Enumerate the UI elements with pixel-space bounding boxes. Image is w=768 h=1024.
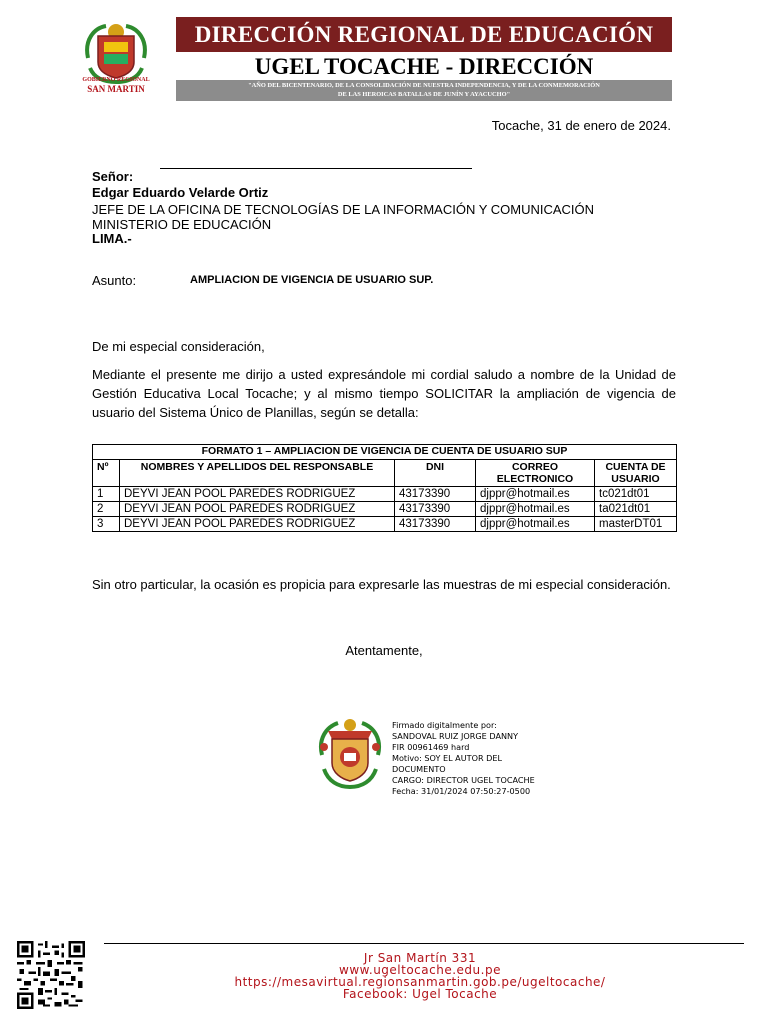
subject-label: Asunto: <box>92 273 137 288</box>
row-dni: 43173390 <box>395 487 476 502</box>
footer-facebook: Facebook: Ugel Tocache <box>342 987 498 1001</box>
row-number: 3 <box>93 517 120 532</box>
divider-line <box>160 168 472 169</box>
recipient-institution: MINISTERIO DE EDUCACIÓN <box>92 217 272 232</box>
greeting: De mi especial consideración, <box>92 339 265 354</box>
row-number: 1 <box>93 487 120 502</box>
row-account: masterDT01 <box>595 517 677 532</box>
motto-line1: "AÑO DEL BICENTENARIO, DE LA CONSOLIDACIÓN DE NUESTRA INDEPENDENCIA, Y DE LA CONMEMORACIÓN <box>248 82 600 89</box>
recipient-city: LIMA.- <box>92 231 132 246</box>
footer-portal: https://mesavirtual.regionsanmartin.gob.pe/ugeltocache/ <box>234 975 606 989</box>
signature-line: Firmado digitalmente por: <box>392 720 497 730</box>
column-header-dni: DNI <box>395 460 476 487</box>
signature-line: CARGO: DIRECTOR UGEL TOCACHE <box>392 775 535 785</box>
user-validity-table <box>92 444 677 532</box>
row-name: DEYVI JEAN POOL PAREDES RODRIGUEZ <box>120 517 395 532</box>
signature-line: FIR 00961469 hard <box>392 742 470 752</box>
signature-line: SANDOVAL RUIZ JORGE DANNY <box>392 731 519 741</box>
gov-label-line1: GOBIERNO REGIONAL <box>82 77 150 83</box>
header-motto <box>176 80 672 101</box>
gov-label-line2: SAN MARTIN <box>87 84 145 94</box>
recipient-position: JEFE DE LA OFICINA DE TECNOLOGÍAS DE LA INFORMACIÓN Y COMUNICACIÓN <box>92 202 595 217</box>
footer-contact <box>150 952 690 1000</box>
table-row <box>93 517 677 532</box>
table-row <box>93 502 677 517</box>
row-dni: 43173390 <box>395 502 476 517</box>
qr-code-icon <box>17 941 85 1009</box>
column-header-number: Nº <box>93 460 120 487</box>
recipient-salutation: Señor: <box>92 169 134 184</box>
motto-line2: DE LAS HEROICAS BATALLAS DE JUNÍN Y AYACUCHO" <box>337 90 511 98</box>
column-header-email: CORREO ELECTRONICO <box>476 460 595 487</box>
regional-government-label <box>74 76 158 93</box>
row-name: DEYVI JEAN POOL PAREDES RODRIGUEZ <box>120 502 395 517</box>
recipient-name: Edgar Eduardo Velarde Ortiz <box>92 185 269 200</box>
signature-line: DOCUMENTO <box>392 764 446 774</box>
row-email: djppr@hotmail.es <box>476 487 595 502</box>
row-account: ta021dt01 <box>595 502 677 517</box>
column-header-name: NOMBRES Y APELLIDOS DEL RESPONSABLE <box>120 460 395 487</box>
header-title: DIRECCIÓN REGIONAL DE EDUCACIÓN <box>176 17 672 52</box>
letter-date: Tocache, 31 de enero de 2024. <box>491 118 671 133</box>
digital-signature-block <box>392 720 535 797</box>
row-number: 2 <box>93 502 120 517</box>
row-email: djppr@hotmail.es <box>476 502 595 517</box>
header-subtitle: UGEL TOCACHE - DIRECCIÓN <box>254 54 594 79</box>
signature-line: Fecha: 31/01/2024 07:50:27-0500 <box>392 786 531 796</box>
signature-line: Motivo: SOY EL AUTOR DEL <box>392 753 503 763</box>
footer-address: Jr San Martín 331 <box>363 951 477 965</box>
row-email: djppr@hotmail.es <box>476 517 595 532</box>
body-paragraph: Mediante el presente me dirijo a usted expresándole mi cordial saludo a nombre de la Unidad de Gestión Educativa Local Tocache; y al mismo tiempo SOLICITAR la ampliación de vigencia de usuario del Sistema Único de Planillas, según se detalla: <box>92 367 676 420</box>
subject-value: AMPLIACION DE VIGENCIA DE USUARIO SUP. <box>190 274 434 286</box>
closing-paragraph: Sin otro particular, la ocasión es propicia para expresarle las muestras de mi especial consideración. <box>92 577 671 592</box>
table-caption: FORMATO 1 – AMPLIACION DE VIGENCIA DE CUENTA DE USUARIO SUP <box>93 445 677 460</box>
row-dni: 43173390 <box>395 517 476 532</box>
signature-seal-icon <box>314 717 386 795</box>
signoff: Atentamente, <box>345 643 423 658</box>
row-name: DEYVI JEAN POOL PAREDES RODRIGUEZ <box>120 487 395 502</box>
row-account: tc021dt01 <box>595 487 677 502</box>
footer-divider <box>104 943 744 944</box>
footer-website: www.ugeltocache.edu.pe <box>339 963 501 977</box>
column-header-account: CUENTA DE USUARIO <box>595 460 677 487</box>
table-row <box>93 487 677 502</box>
